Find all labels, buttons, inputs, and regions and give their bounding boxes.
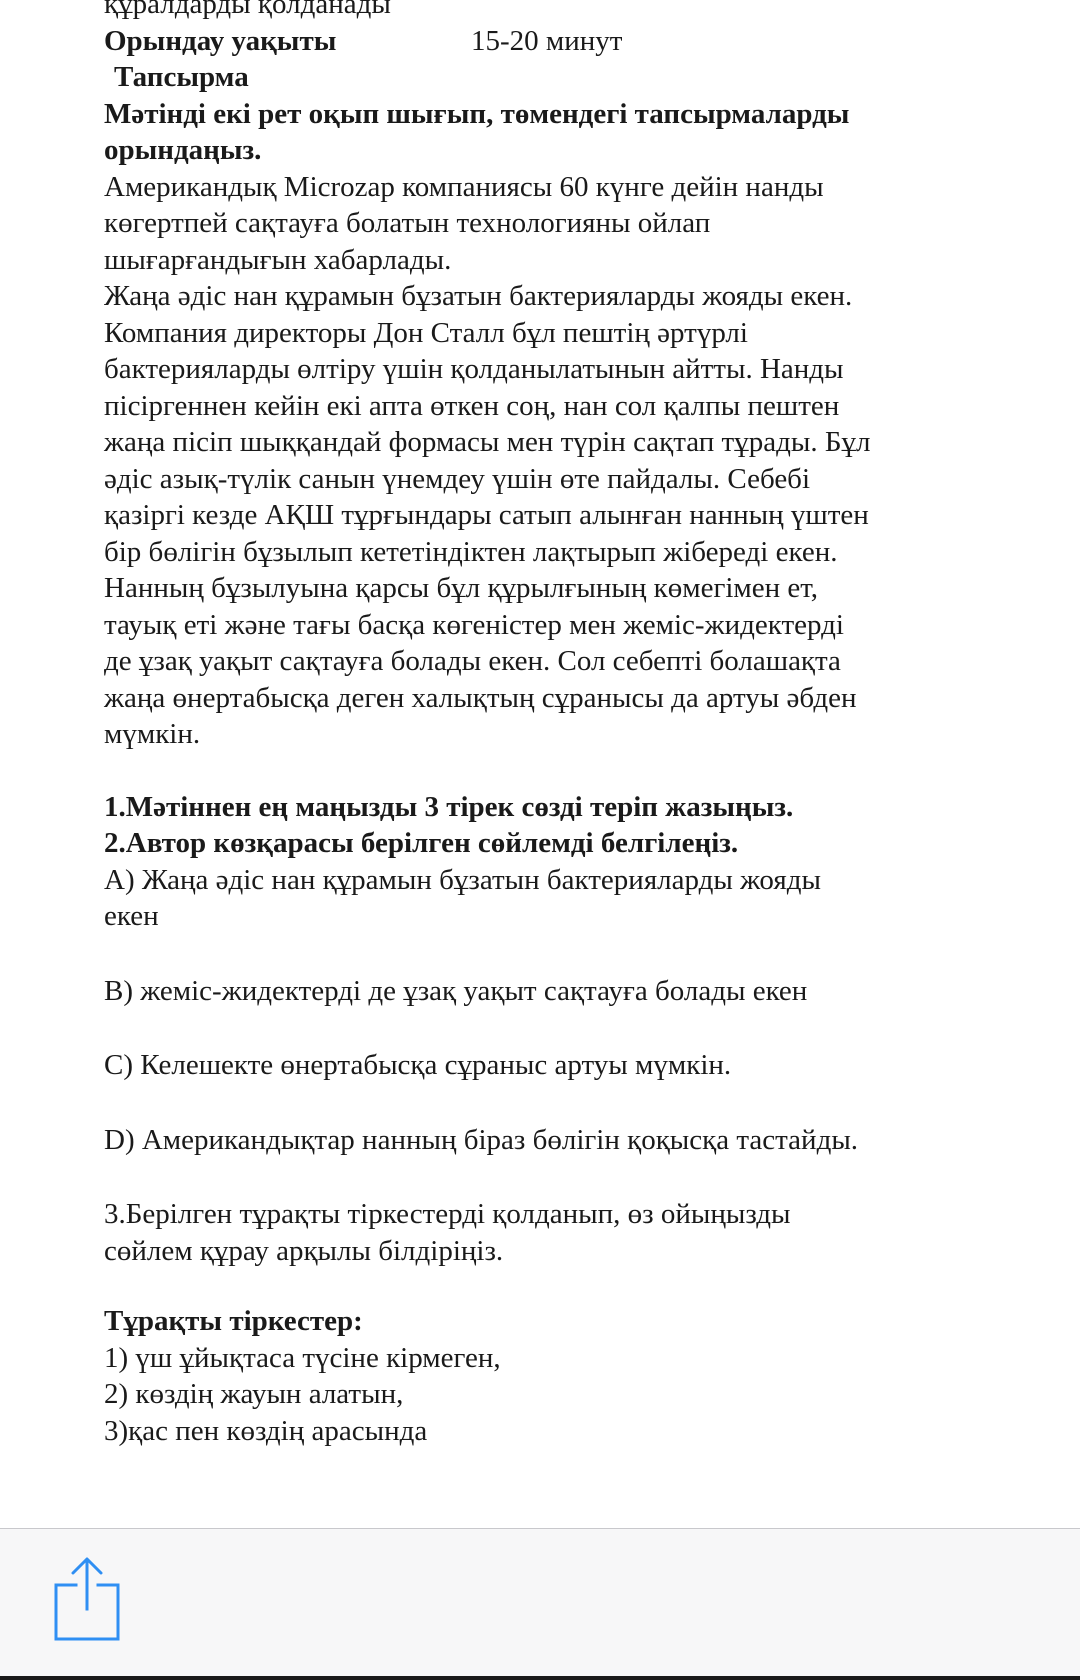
- question-2: 2.Автор көзқарасы берілген сөйлемді белгілеңіз.: [104, 827, 739, 859]
- document-content: [104, 0, 984, 1449]
- share-icon: [52, 1555, 122, 1643]
- body-line: жаңа өнертабысқа деген халықтың сұранысы да артуы әбден: [104, 681, 857, 714]
- phrase-item: 2) көздің жауын алатын,: [104, 1378, 404, 1410]
- bottom-edge-bar: [0, 1676, 1080, 1680]
- body-line: де ұзақ уақыт сақтауға болады екен. Сол себепті болашақта: [104, 645, 841, 677]
- time-label: Орындау уақыты: [104, 24, 337, 57]
- body-line: бір бөлігін бұзылып кететіндіктен лақтырып жібереді екен.: [104, 535, 838, 568]
- body-line: шығарғандығын хабарлады.: [104, 243, 452, 276]
- time-row: [104, 23, 984, 60]
- body-line: Нанның бұзылуына қарсы бұл құрылғының көмегімен ет,: [104, 572, 819, 604]
- body-line: пісіргеннен кейін екі апта өткен соң, нан сол қалпы пештен: [104, 389, 840, 422]
- body-line: бактерияларды өлтіру үшін қолданылатынын айтты. Нанды: [104, 353, 844, 385]
- task-heading: Тапсырма: [114, 61, 249, 93]
- option-d: D) Американдықтар нанның біраз бөлігін қоқысқа тастайды.: [104, 1123, 859, 1156]
- instruction-line: орындаңыз.: [104, 134, 262, 166]
- bottom-toolbar: [0, 1528, 1080, 1677]
- option-c: С) Келешекте өнертабысқа сұраныс артуы мүмкін.: [104, 1049, 732, 1081]
- body-line: Американдық Microzap компаниясы 60 күнге дейін нанды: [104, 170, 824, 203]
- option-a-line: екен: [104, 900, 159, 932]
- body-line: жаңа пісіп шыққандай формасы мен түрін сақтап тұрады. Бұл: [104, 426, 871, 458]
- share-button[interactable]: [52, 1555, 122, 1643]
- question-3-line: 3.Берілген тұрақты тіркестерді қолданып, өз ойыңызды: [104, 1198, 791, 1230]
- instruction-line: Мәтінді екі рет оқып шығып, төмендегі тапсырмаларды: [104, 97, 850, 130]
- option-b: В) жеміс-жидектерді де ұзақ уақыт сақтауға болады екен: [104, 974, 808, 1007]
- phrase-item: 1) үш ұйықтаса түсіне кірмеген,: [104, 1341, 501, 1374]
- body-line: Компания директоры Дон Сталл бұл пештің әртүрлі: [104, 316, 748, 349]
- body-line: мүмкін.: [104, 718, 201, 750]
- body-line: көгертпей сақтауға болатын технологияны ойлап: [104, 207, 711, 239]
- body-line: әдіс азық-түлік санын үнемдеу үшін өте пайдалы. Себебі: [104, 462, 810, 495]
- time-value: 15-20 минут: [471, 24, 623, 57]
- question-3-line: сөйлем құрау арқылы білдіріңіз.: [104, 1234, 504, 1267]
- question-1: 1.Мәтіннен ең маңызды 3 тірек сөзді теріп жазыңыз.: [104, 790, 794, 823]
- phrases-heading: Тұрақты тіркестер:: [104, 1305, 363, 1337]
- option-a-line: А) Жаңа әдіс нан құрамын бұзатын бактерияларды жояды: [104, 863, 821, 896]
- phrase-item: 3)қас пен көздің арасында: [104, 1414, 428, 1447]
- body-line: Жаңа әдіс нан құрамын бұзатын бактерияларды жояды екен.: [104, 280, 853, 312]
- body-line: қазіргі кезде АҚШ тұрғындары сатып алынған нанның үштен: [104, 499, 869, 531]
- cut-off-top-line: құралдарды қолданады: [104, 0, 391, 20]
- body-line: тауық еті және тағы басқа көгеністер мен жеміс-жидектерді: [104, 608, 844, 641]
